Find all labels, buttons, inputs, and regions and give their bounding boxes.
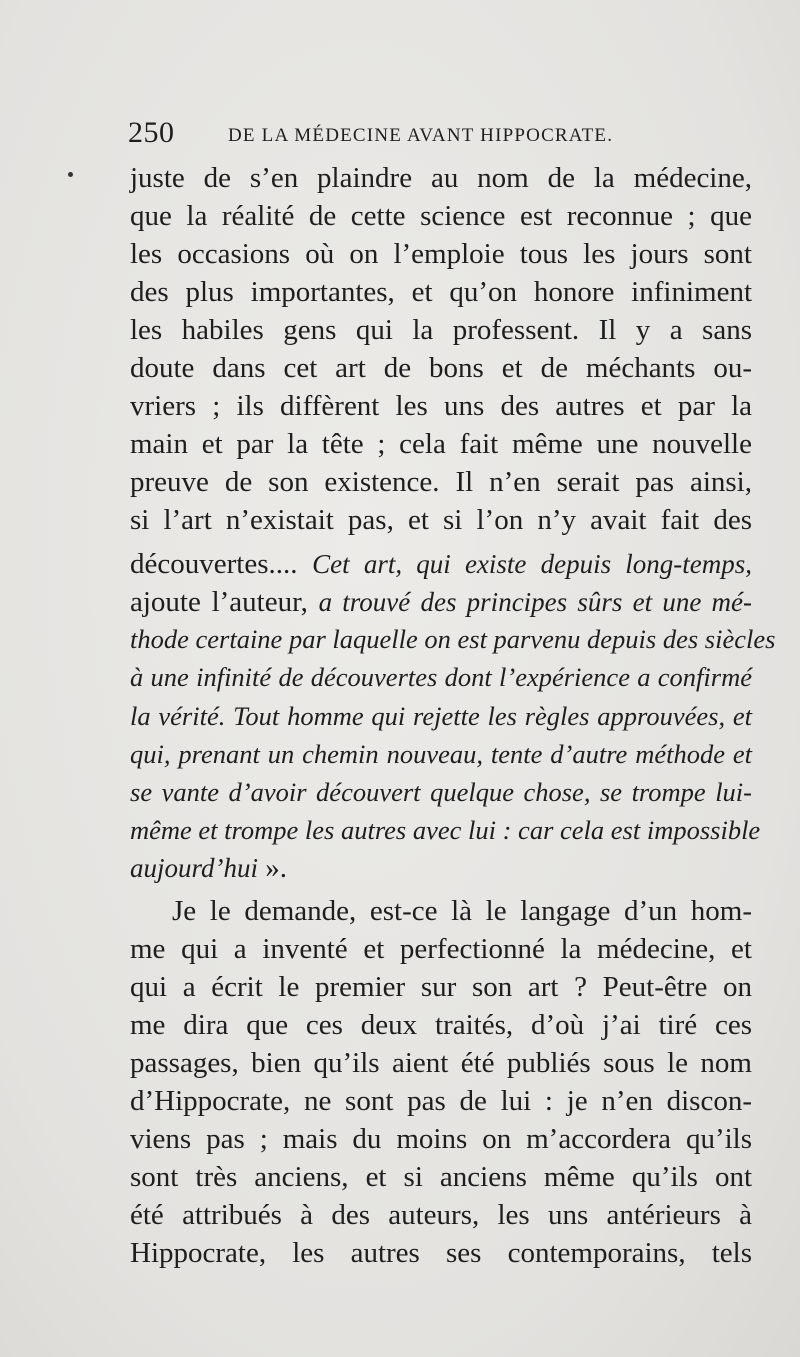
- quote-line: qui, prenant un chemin nouveau, tente d’autre méthode et: [130, 739, 752, 769]
- quote-line: la vérité. Tout homme qui rejette les règles approuvées, et: [130, 701, 752, 731]
- running-title: DE LA MÉDECINE AVANT HIPPOCRATE.: [228, 125, 614, 146]
- text-line: que la réalité de cette science est reconnue ; que: [130, 200, 752, 232]
- text-line: découvertes.... Cet art, qui existe depuis long-temps,: [130, 548, 752, 580]
- text-line: été attribués à des auteurs, les uns antérieurs à: [130, 1199, 752, 1231]
- text-line: d’Hippocrate, ne sont pas de lui : je n’en discon-: [130, 1085, 752, 1117]
- text-line: les occasions où on l’emploie tous les jours sont: [130, 238, 752, 270]
- paragraph-first-line: Je le demande, est-ce là le langage d’un hom-: [172, 895, 752, 927]
- page-number: 250: [128, 116, 175, 149]
- text-line: si l’art n’existait pas, et si l’on n’y avait fait des: [130, 504, 752, 536]
- text-line: juste de s’en plaindre au nom de la médecine,: [130, 162, 752, 194]
- text-line: me dira que ces deux traités, d’où j’ai tiré ces: [130, 1009, 752, 1041]
- quote-line: à une infinité de découvertes dont l’expérience a confirmé: [130, 662, 752, 692]
- quote-line: même et trompe les autres avec lui : car cela est impossible: [130, 815, 761, 845]
- text-line: passages, bien qu’ils aient été publiés sous le nom: [130, 1047, 752, 1079]
- text-line: preuve de son existence. Il n’en serait pas ainsi,: [130, 466, 752, 498]
- text-line: doute dans cet art de bons et de méchants ou-: [130, 352, 752, 384]
- running-head: [128, 116, 758, 156]
- text-line: ajoute l’auteur, a trouvé des principes sûrs et une mé-: [130, 586, 752, 618]
- text-line: des plus importantes, et qu’on honore infiniment: [130, 276, 752, 308]
- text-line: vriers ; ils diffèrent les uns des autres et par la: [130, 390, 752, 422]
- quote-line: thode certaine par laquelle on est parvenu depuis des siècles: [130, 624, 776, 654]
- text-line: sont très anciens, et si anciens même qu’ils ont: [130, 1161, 752, 1193]
- text-line: qui a écrit le premier sur son art ? Peut-être on: [130, 971, 752, 1003]
- text-line: me qui a inventé et perfectionné la médecine, et: [130, 933, 752, 965]
- margin-speck: [68, 172, 73, 177]
- quote-line: se vante d’avoir découvert quelque chose, se trompe lui-: [130, 777, 752, 807]
- text-line: main et par la tête ; cela fait même une nouvelle: [130, 428, 752, 460]
- text-line: Hippocrate, les autres ses contemporains, tels: [130, 1237, 752, 1269]
- text-line: les habiles gens qui la professent. Il y a sans: [130, 314, 752, 346]
- text-line: viens pas ; mais du moins on m’accordera qu’ils: [130, 1123, 752, 1155]
- text-line: aujourd’hui ».: [130, 852, 287, 884]
